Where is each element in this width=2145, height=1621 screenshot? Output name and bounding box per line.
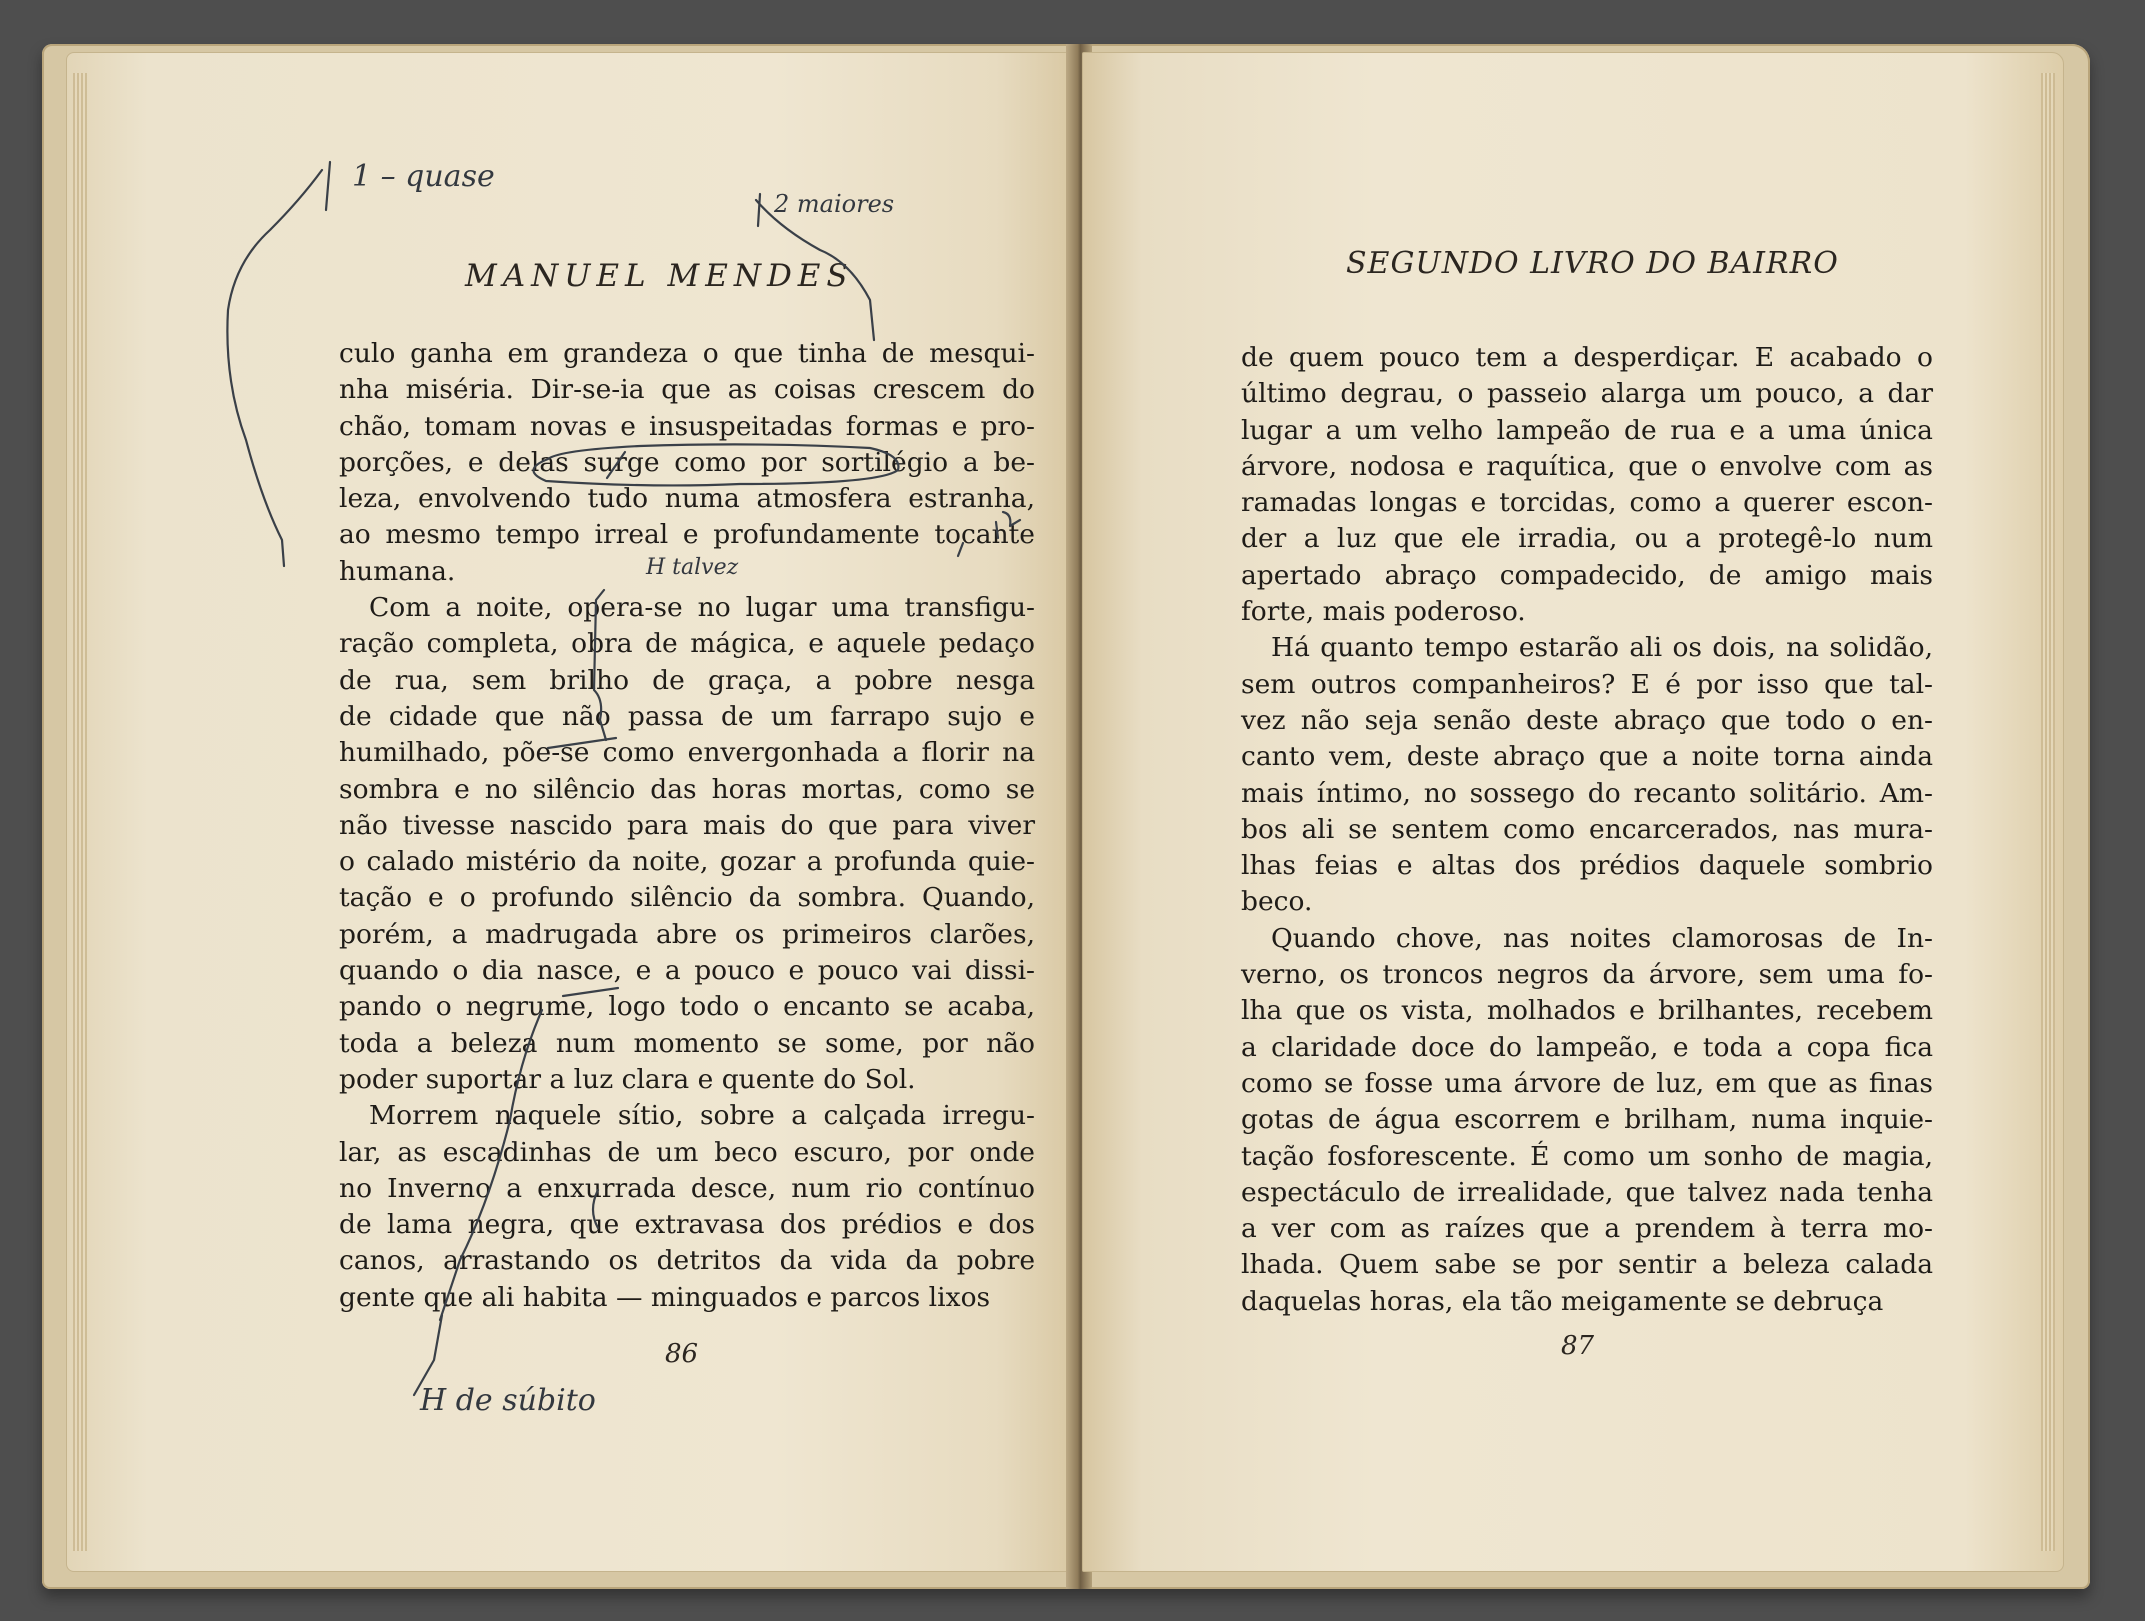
left-text-line: porém, a madrugada abre os primeiros clarões, — [339, 918, 1035, 950]
left-text-line: pando o negrume, logo todo o encanto se acaba, — [339, 991, 1035, 1023]
right-text-line: lhada. Quem sabe se por sentir a beleza calada — [1241, 1249, 1933, 1281]
right-text-line: beco. — [1241, 886, 1313, 918]
left-page — [66, 52, 1078, 1572]
left-text-line: Morrem naquele sítio, sobre a calçada irregu- — [369, 1100, 1035, 1132]
right-text-line: tação fosforescente. É como um sonho de magia, — [1241, 1140, 1933, 1172]
left-text-line: ao mesmo tempo irreal e profundamente tocante — [339, 519, 1035, 551]
right-body-text — [1241, 340, 1933, 1320]
left-text-line: humana. — [339, 555, 456, 587]
right-text-line: bos ali se sentem como encarcerados, nas mura- — [1241, 813, 1933, 845]
right-page — [1082, 52, 2064, 1572]
right-text-line: verno, os troncos negros da árvore, sem uma fo- — [1241, 959, 1933, 991]
right-text-line: ramadas longas e torcidas, como a querer escon- — [1241, 487, 1933, 519]
left-text-line: gente que ali habita — minguados e parcos lixos — [339, 1281, 991, 1313]
left-text-line: lar, as escadinhas de um beco escuro, por onde — [339, 1136, 1035, 1168]
right-text-line: gotas de água escorrem e brilham, numa inquie- — [1241, 1104, 1933, 1136]
left-body-text — [339, 336, 1035, 1316]
note-maiores: 2 maiores — [774, 190, 895, 218]
right-text-line: daquelas horas, ela tão meigamente se debruça — [1241, 1285, 1884, 1317]
left-text-line: de cidade que não passa de um farrapo sujo e — [339, 700, 1035, 732]
left-running-head: MANUEL MENDES — [465, 258, 854, 294]
left-text-line: humilhado, põe-se como envergonhada a florir na — [339, 737, 1035, 769]
right-text-line: a ver com as raízes que a prendem à terra mo- — [1241, 1213, 1933, 1245]
left-page-number: 86 — [665, 1339, 699, 1369]
right-text-line: lha que os vista, molhados e brilhantes, recebem — [1241, 995, 1933, 1027]
left-text-line: toda a beleza num momento se some, por não — [339, 1027, 1035, 1059]
left-text-line: não tivesse nascido para mais do que para viver — [339, 809, 1035, 841]
right-text-line: Há quanto tempo estarão ali os dois, na solidão, — [1271, 632, 1933, 664]
left-text-line: chão, tomam novas e insuspeitadas formas e pro- — [339, 410, 1035, 442]
left-text-line: tação e o profundo silêncio da sombra. Quando, — [339, 882, 1035, 914]
right-text-line: der a luz que ele irradia, ou a protegê-lo num — [1241, 523, 1933, 555]
right-text-line: último degrau, o passeio alarga um pouco, a dar — [1241, 378, 1933, 410]
right-text-line: de quem pouco tem a desperdiçar. E acabado o — [1241, 342, 1933, 373]
page-edge-left — [73, 73, 87, 1551]
left-text-line: de lama negra, que extravasa dos prédios e dos — [339, 1209, 1035, 1241]
left-text-line: no Inverno a enxurrada desce, num rio contínuo — [339, 1172, 1035, 1204]
right-text-line: apertado abraço compadecido, de amigo mais — [1241, 559, 1933, 591]
left-text-line: Com a noite, opera-se no lugar uma transfigu- — [369, 592, 1035, 624]
open-book — [42, 44, 2090, 1589]
right-running-head: SEGUNDO LIVRO DO BAIRRO — [1346, 246, 1839, 281]
left-text-line: ração completa, obra de mágica, e aquele pedaço — [339, 628, 1035, 660]
left-text-line: quando o dia nasce, e a pouco e pouco vai dissi- — [339, 955, 1035, 987]
left-text-line: canos, arrastando os detritos da vida da pobre — [339, 1245, 1035, 1277]
right-text-line: sem outros companheiros? E é por isso que tal- — [1241, 668, 1933, 700]
left-text-line: o calado mistério da noite, gozar a profunda quie- — [339, 846, 1035, 878]
left-text-line: de rua, sem brilho de graça, a pobre nesga — [339, 664, 1035, 696]
left-text-line: sombra e no silêncio das horas mortas, como se — [339, 773, 1035, 805]
note-de-subito: H de súbito — [420, 1383, 596, 1418]
note-talvez: H talvez — [646, 555, 739, 580]
right-text-line: lugar a um velho lampeão de rua e a uma única — [1241, 414, 1933, 446]
right-text-line: árvore, nodosa e raquítica, que o envolve com as — [1241, 450, 1933, 482]
right-text-line: Quando chove, nas noites clamorosas de In- — [1271, 922, 1933, 954]
left-text-line: nha miséria. Dir-se-ia que as coisas crescem do — [339, 374, 1035, 406]
note-quase: 1 – quase — [352, 159, 495, 194]
right-page-number: 87 — [1561, 1331, 1595, 1361]
left-text-line: leza, envolvendo tudo numa atmosfera estranha, — [339, 483, 1035, 515]
right-text-line: forte, mais poderoso. — [1241, 596, 1526, 628]
right-text-line: vez não seja senão deste abraço que todo o en- — [1241, 704, 1933, 736]
right-text-line: lhas feias e altas dos prédios daquele sombrio — [1241, 850, 1933, 882]
right-text-line: a claridade doce do lampeão, e toda a copa fica — [1241, 1031, 1933, 1063]
right-text-line: espectáculo de irrealidade, que talvez nada tenha — [1241, 1176, 1933, 1208]
right-text-line: como se fosse uma árvore de luz, em que as finas — [1241, 1067, 1933, 1099]
left-text-line: porções, e delas surge como por sortilégio a be- — [339, 446, 1035, 478]
left-text-line: poder suportar a luz clara e quente do Sol. — [339, 1063, 916, 1095]
right-text-line: canto vem, deste abraço que a noite torna ainda — [1241, 741, 1933, 773]
left-text-line: culo ganha em grandeza o que tinha de mesqui- — [339, 338, 1035, 369]
page-edge-right — [2041, 73, 2055, 1551]
right-text-line: mais íntimo, no sossego do recanto solitário. Am- — [1241, 777, 1933, 809]
